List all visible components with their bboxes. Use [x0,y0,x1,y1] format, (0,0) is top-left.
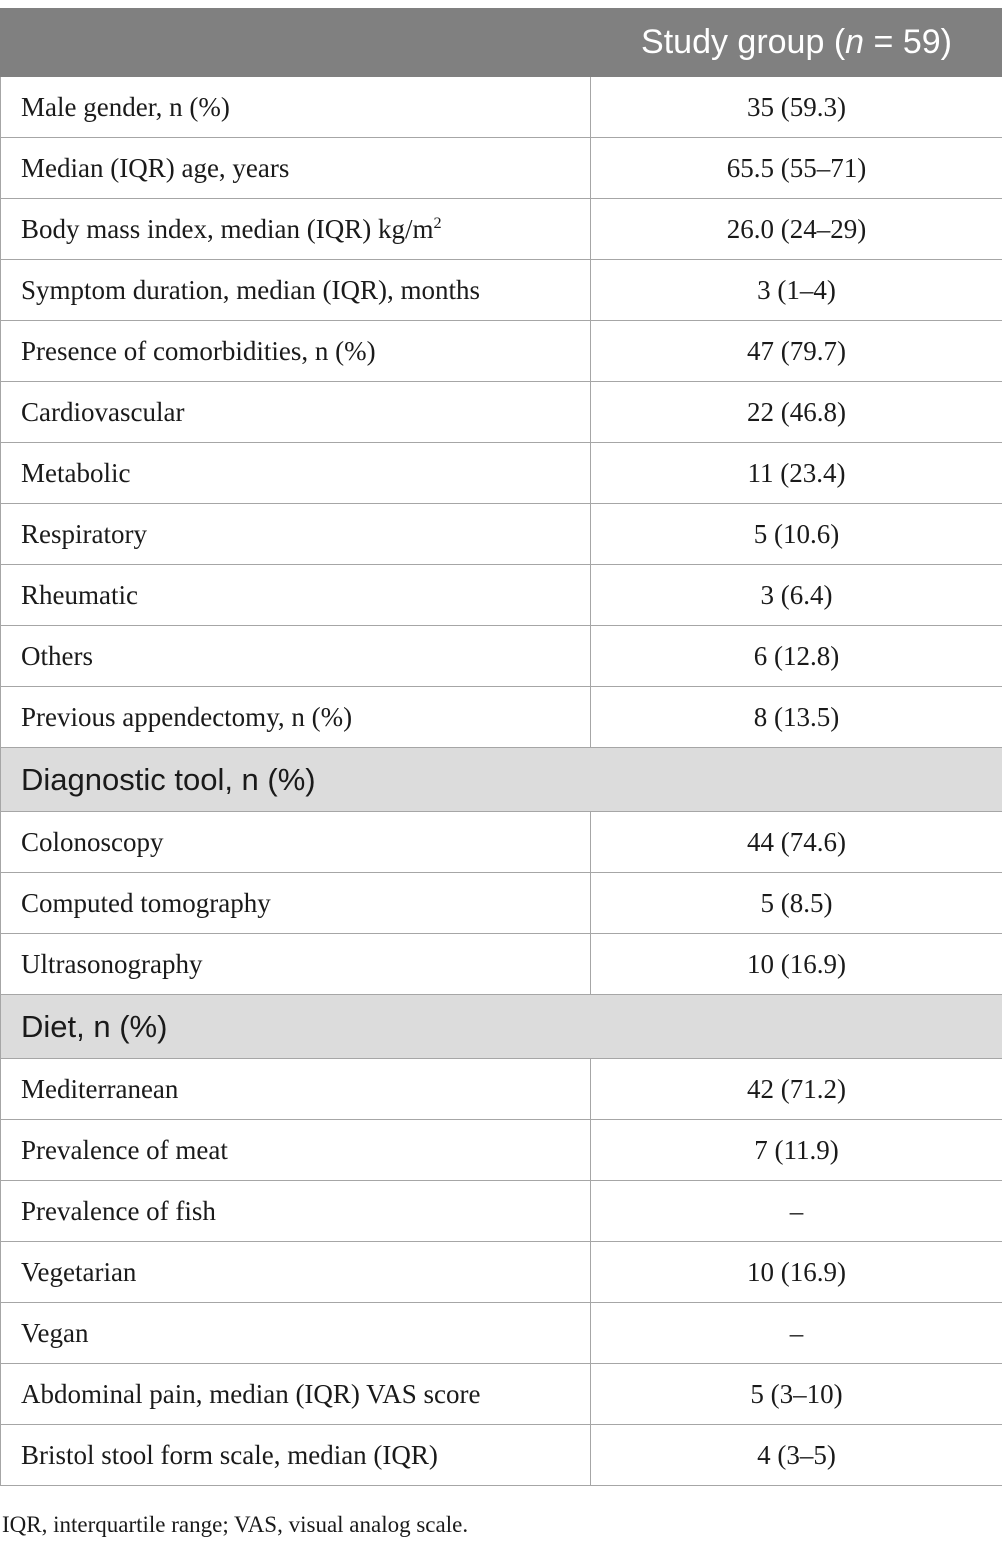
row-value: 65.5 (55–71) [591,138,1002,199]
row-label: Mediterranean [21,1073,179,1104]
row-label-cell [1,873,591,934]
row-label: Metabolic [21,457,131,488]
table-row [1,1181,1002,1242]
row-label-cell [1,687,591,748]
row-value: 22 (46.8) [591,382,1002,443]
row-label: Rheumatic [21,579,138,610]
table-row [1,687,1002,748]
table-row [1,1303,1002,1364]
row-label-cell [1,934,591,995]
row-label-cell [1,565,591,626]
header-n: n [845,23,865,61]
table-row [1,382,1002,443]
row-label-superscript: 2 [433,213,442,232]
row-label-cell [1,1181,591,1242]
table-row [1,1364,1002,1425]
row-value: – [591,1181,1002,1242]
row-value: 7 (11.9) [591,1120,1002,1181]
row-value: 5 (10.6) [591,504,1002,565]
row-value: 11 (23.4) [591,443,1002,504]
row-label: Prevalence of meat [21,1134,228,1165]
row-label-cell [1,626,591,687]
row-label-cell [1,382,591,443]
table-header-row [1,9,1002,77]
table-row [1,138,1002,199]
row-label: Prevalence of fish [21,1195,216,1226]
row-value: 4 (3–5) [591,1425,1002,1486]
table-row [1,934,1002,995]
section-header-row [1,995,1002,1059]
table-row [1,321,1002,382]
row-label: Cardiovascular [21,396,185,427]
row-label: Median (IQR) age, years [21,152,290,183]
row-label-cell [1,321,591,382]
row-label: Symptom duration, median (IQR), months [21,274,480,305]
row-value: 5 (8.5) [591,873,1002,934]
row-value: 3 (1–4) [591,260,1002,321]
row-label-cell [1,1425,591,1486]
section-header-row [1,748,1002,812]
row-value: 44 (74.6) [591,812,1002,873]
table-row [1,873,1002,934]
row-label-cell [1,1059,591,1120]
characteristics-table [0,8,1002,1486]
row-label: Bristol stool form scale, median (IQR) [21,1439,438,1470]
row-label: Ultrasonography [21,948,203,979]
table-body [1,77,1002,1486]
row-label: Previous appendectomy, n (%) [21,701,353,732]
row-value: 10 (16.9) [591,1242,1002,1303]
row-label: Vegetarian [21,1256,137,1287]
row-label-cell [1,443,591,504]
header-prefix: Study group ( [641,23,846,61]
table-row [1,565,1002,626]
table-row [1,443,1002,504]
table-row [1,1242,1002,1303]
row-label: Abdominal pain, median (IQR) VAS score [21,1378,481,1409]
row-label-cell [1,1364,591,1425]
table-row [1,1120,1002,1181]
table-row [1,199,1002,260]
table-row [1,812,1002,873]
table-row [1,1425,1002,1486]
row-value: 42 (71.2) [591,1059,1002,1120]
row-label: Others [21,640,93,671]
row-label: Male gender, n (%) [21,91,230,122]
row-label-cell [1,138,591,199]
row-value: 35 (59.3) [591,77,1002,138]
row-label: Presence of comorbidities, n (%) [21,335,376,366]
row-label-cell [1,1303,591,1364]
row-value: 3 (6.4) [591,565,1002,626]
table-row [1,626,1002,687]
row-label-cell [1,199,591,260]
header-label-cell [1,9,591,77]
row-label-cell [1,504,591,565]
row-value: 47 (79.7) [591,321,1002,382]
row-label-cell [1,77,591,138]
table-row [1,77,1002,138]
section-header-label: Diet, n (%) [1,995,1002,1059]
row-label: Body mass index, median (IQR) kg/m [21,213,434,244]
row-value: 6 (12.8) [591,626,1002,687]
header-suffix: = 59) [864,23,952,61]
row-label-cell [1,260,591,321]
row-label-cell [1,1242,591,1303]
row-value: 8 (13.5) [591,687,1002,748]
row-label-cell [1,1120,591,1181]
table-footnote: IQR, interquartile range; VAS, visual analog scale. [2,1512,469,1537]
table-row [1,504,1002,565]
row-label: Vegan [21,1317,89,1348]
row-value: 26.0 (24–29) [591,199,1002,260]
table-row [1,1059,1002,1120]
row-label: Respiratory [21,518,147,549]
table-row [1,260,1002,321]
header-study-group [591,9,1002,77]
row-value: 10 (16.9) [591,934,1002,995]
section-header-label: Diagnostic tool, n (%) [1,748,1002,812]
row-label-cell [1,812,591,873]
row-label: Computed tomography [21,887,271,918]
row-value: – [591,1303,1002,1364]
row-value: 5 (3–10) [591,1364,1002,1425]
row-label: Colonoscopy [21,826,164,857]
